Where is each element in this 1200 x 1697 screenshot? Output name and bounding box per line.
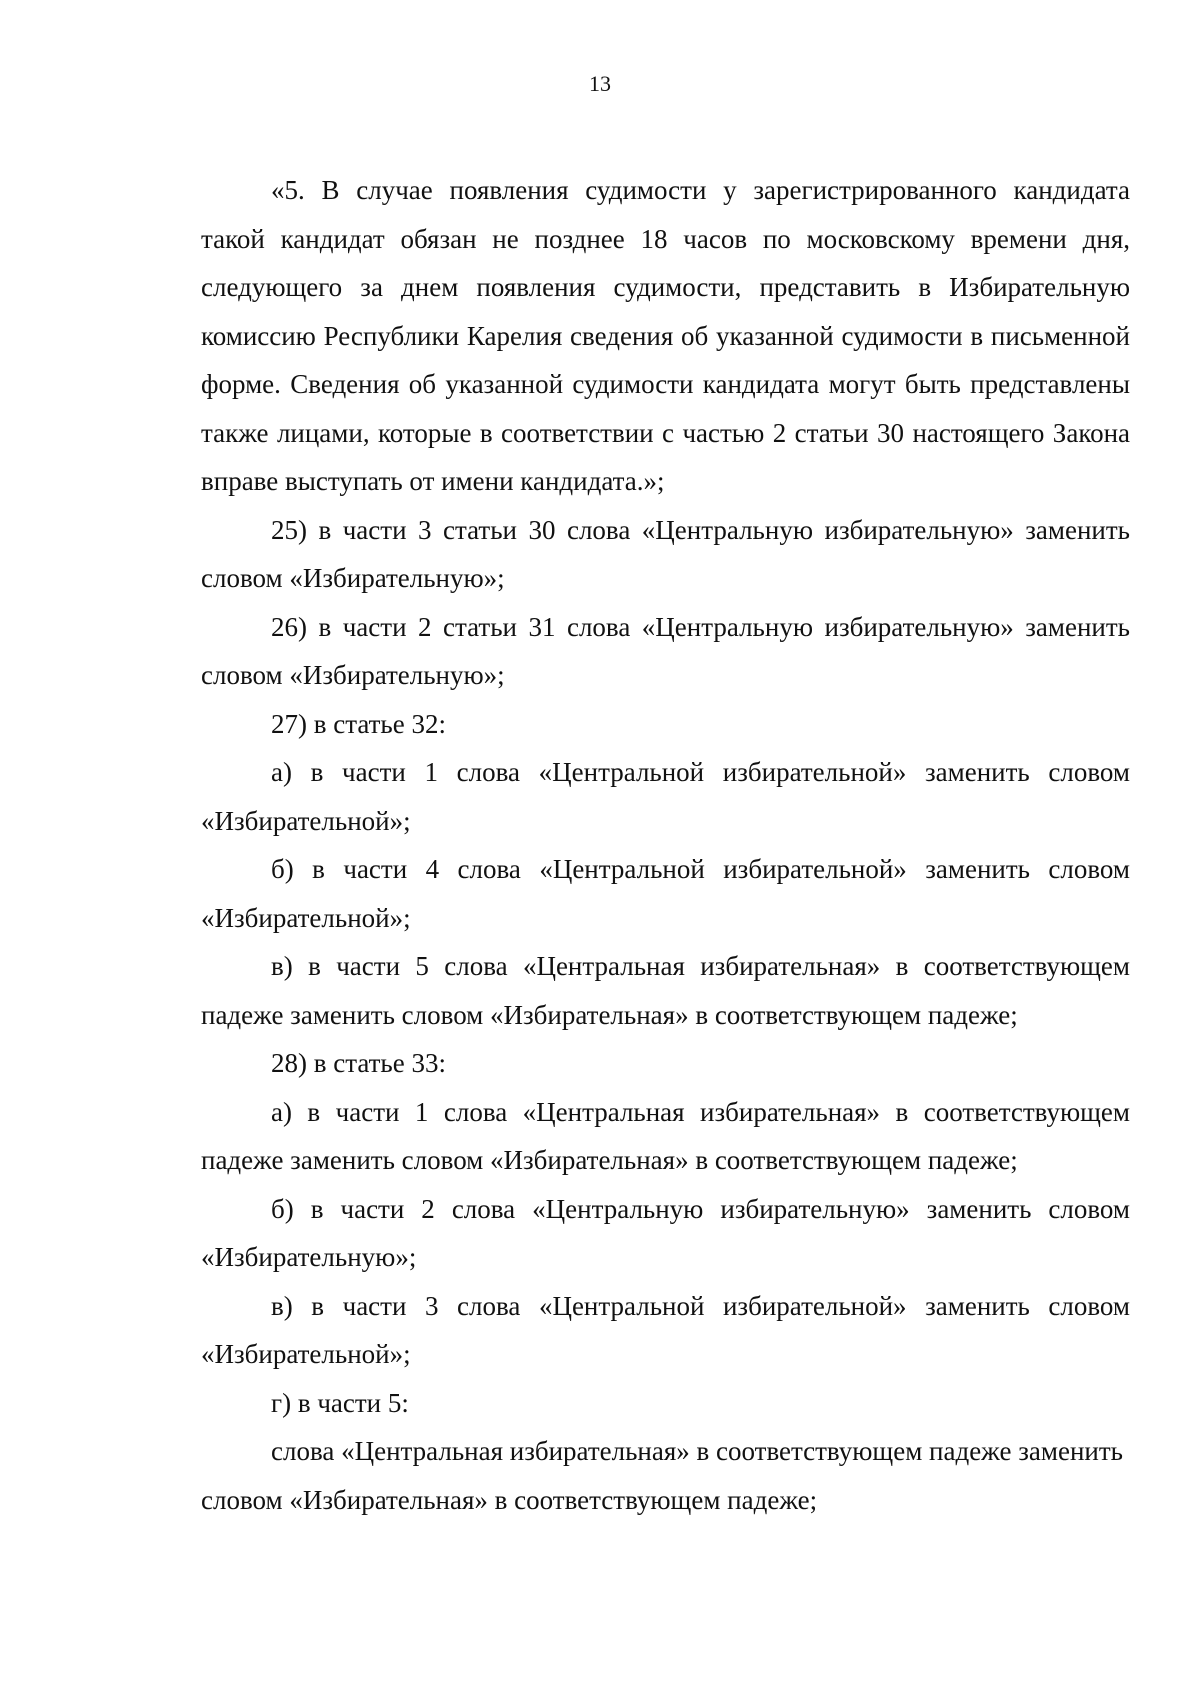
paragraph-item-28b: б) в части 2 слова «Центральную избирательную» заменить словом «Избирательную»; — [201, 1193, 1130, 1272]
paragraph-item-28g-text: слова «Центральная избирательная» в соответствующем падеже заменить словом «Избирательная» в соответствующем падеже; — [201, 1436, 1123, 1515]
paragraph-item-28g: г) в части 5: — [271, 1387, 409, 1418]
paragraph-item-28a: а) в части 1 слова «Центральная избирательная» в соответствующем падеже заменить словом «Избирательная» в соответствующем падеже; — [201, 1096, 1130, 1175]
paragraph-item-26: 26) в части 2 статьи 31 слова «Центральную избирательную» заменить словом «Избирательную»; — [201, 611, 1130, 690]
paragraph-item-27b: б) в части 4 слова «Центральной избирательной» заменить словом «Избирательной»; — [201, 854, 1130, 933]
paragraph-item-25: 25) в части 3 статьи 30 слова «Центральную избирательную» заменить словом «Избирательную»; — [201, 514, 1130, 593]
paragraph-item-27v: в) в части 5 слова «Центральная избирательная» в соответствующем падеже заменить словом «Избирательная» в соответствующем падеже; — [201, 951, 1130, 1030]
paragraph-item-27: 27) в статье 32: — [271, 708, 446, 739]
paragraph-1: «5. В случае появления судимости у зарегистрированного кандидата такой кандидат обязан не позднее 18 часов по московскому времени дня, следующего за днем появления судимости, представить в Избирательную комиссию Республики Карелия сведения об указанной судимости в письменной форме. Сведения об указанной судимости кандидата могут быть представлены также лицами, которые в соответствии с частью 2 статьи 30 настоящего Закона вправе выступать от имени кандидата.»; — [201, 175, 1130, 496]
paragraph-item-28: 28) в статье 33: — [271, 1048, 446, 1078]
document-body — [201, 166, 1130, 1524]
page-number: 13 — [589, 71, 611, 96]
paragraph-item-27a: а) в части 1 слова «Центральной избирательной» заменить словом «Избирательной»; — [201, 757, 1130, 836]
paragraph-item-28v: в) в части 3 слова «Центральной избирательной» заменить словом «Избирательной»; — [201, 1290, 1130, 1369]
